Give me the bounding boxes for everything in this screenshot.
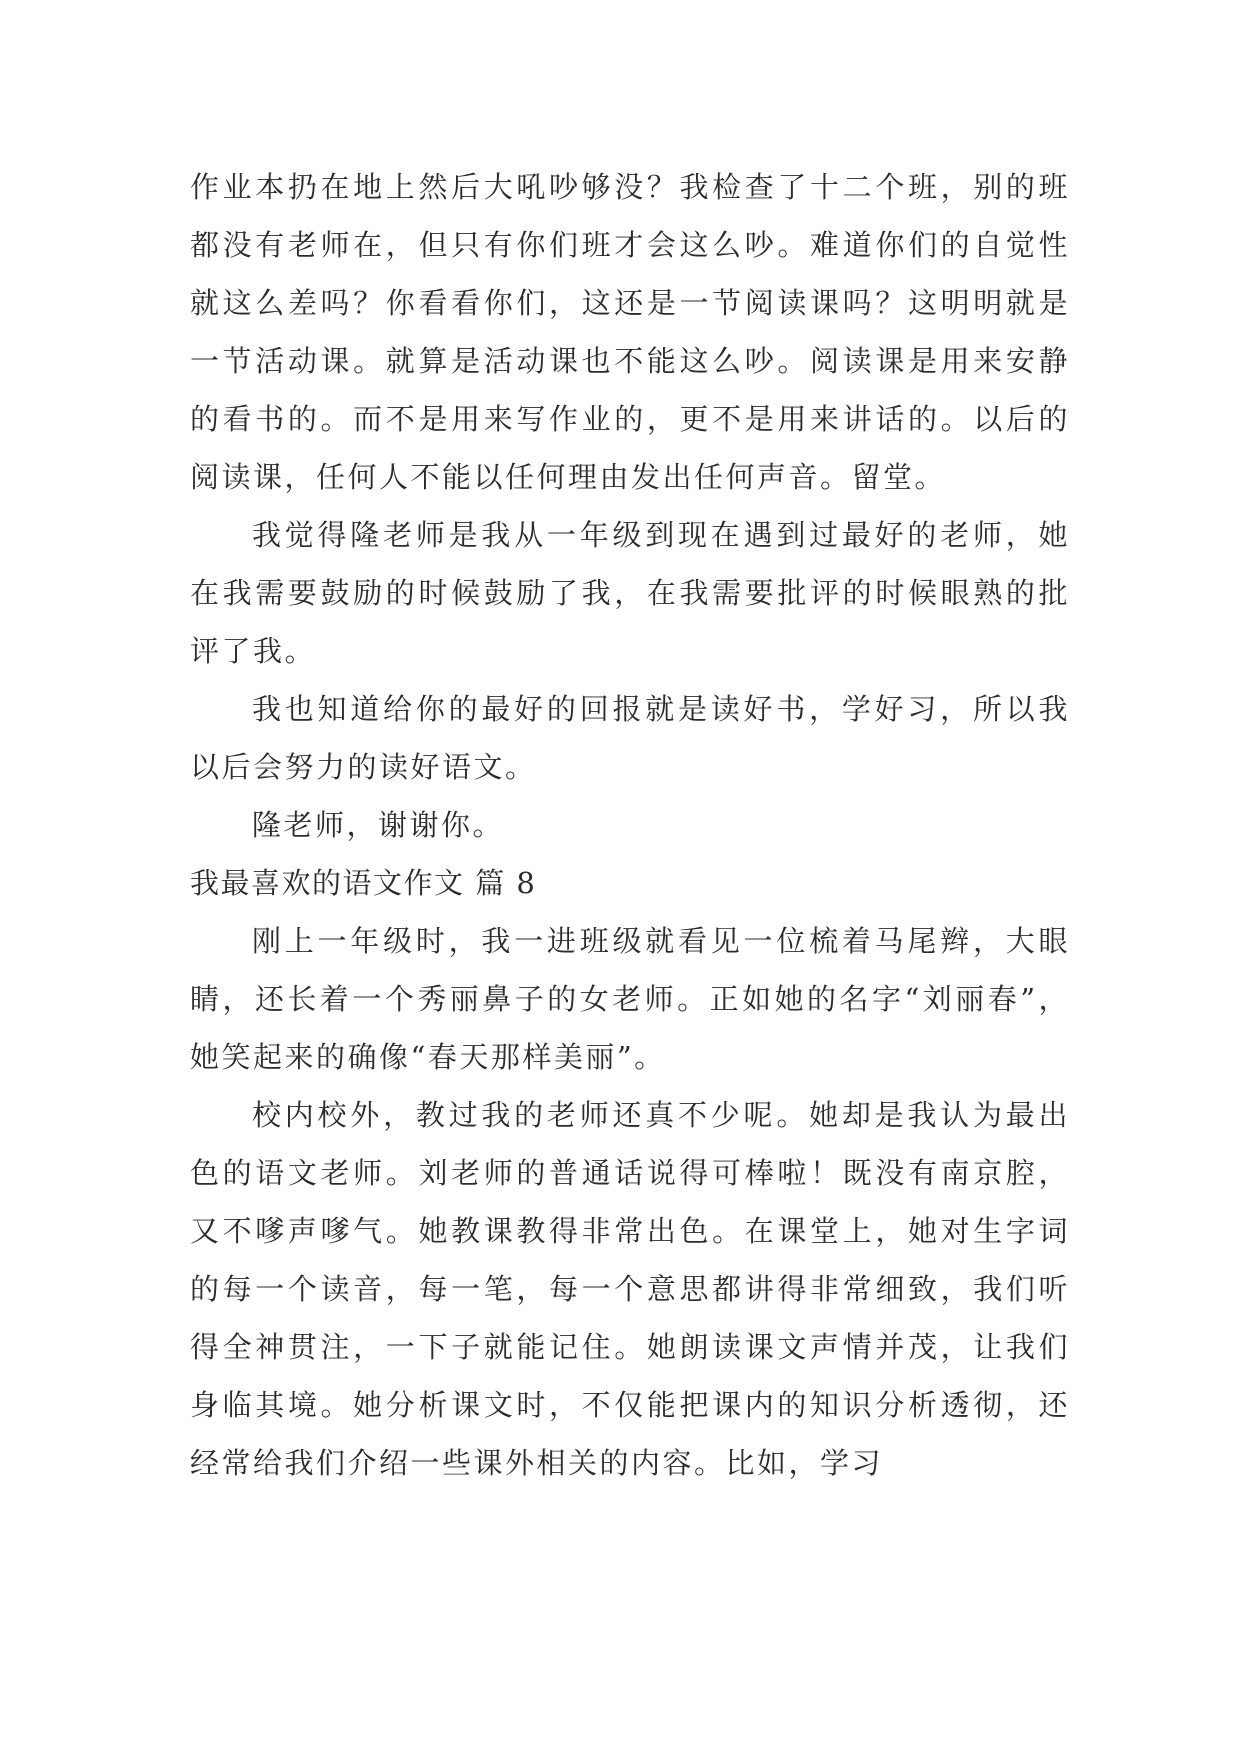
section-heading: 我最喜欢的语文作文 篇 8 [190, 866, 537, 900]
paragraph-best-teacher: 我觉得隆老师是我从一年级到现在遇到过最好的老师，她在我需要鼓励的时候鼓励了我，在我需要批评的时候眼熟的批评了我。 [190, 518, 1070, 668]
paragraph-thanks: 隆老师，谢谢你。 [252, 808, 505, 842]
document-body [190, 158, 1070, 1492]
paragraph-reward: 我也知道给你的最好的回报就是读好书，学好习，所以我以后会努力的读好语文。 [190, 692, 1070, 784]
paragraph-first-grade: 刚上一年级时，我一进班级就看见一位梳着马尾辫，大眼睛，还长着一个秀丽鼻子的女老师。正如她的名字“刘丽春”，她笑起来的确像“春天那样美丽”。 [190, 924, 1070, 1074]
paragraph-excellent-teacher: 校内校外，教过我的老师还真不少呢。她却是我认为最出色的语文老师。刘老师的普通话说得可棒啦！既没有南京腔，又不嗲声嗲气。她教课教得非常出色。在课堂上，她对生字词的每一个读音，每一笔，每一个意思都讲得非常细致，我们听得全神贯注，一下子就能记住。她朗读课文声情并茂，让我们身临其境。她分析课文时，不仅能把课内的知识分析透彻，还经常给我们介绍一些课外相关的内容。比如，学习 [190, 1098, 1070, 1480]
paragraph-continued: 作业本扔在地上然后大吼吵够没？我检查了十二个班，别的班都没有老师在，但只有你们班才会这么吵。难道你们的自觉性就这么差吗？你看看你们，这还是一节阅读课吗？这明明就是一节活动课。就算是活动课也不能这么吵。阅读课是用来安静的看书的。而不是用来写作业的，更不是用来讲话的。以后的阅读课，任何人不能以任何理由发出任何声音。留堂。 [190, 170, 1070, 494]
